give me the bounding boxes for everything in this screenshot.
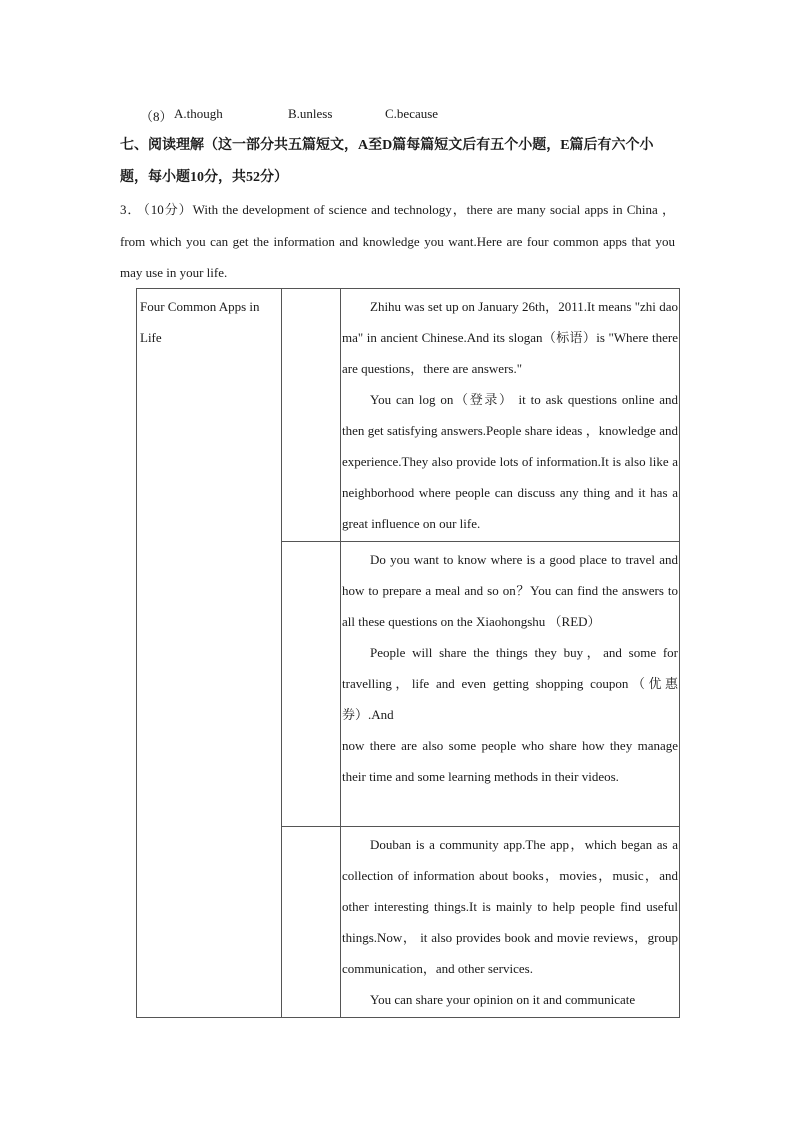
option-b: B.unless [288,106,333,121]
douban-paragraph-2: You can share your opinion on it and communicate [370,992,636,1007]
douban-paragraph-1: Douban is a community app.The app，which began as a collection of information about books，movies，music，and other interesting things.It is mainly to help people find useful things.Now， it also provides book and movie reviews，group communication，and other services. [342,837,678,976]
row3-label-cell [282,827,341,1018]
option-a: A.though [174,106,223,121]
apps-table [136,288,680,1018]
table-header: Four Common Apps in Life [140,299,260,345]
question-intro [120,194,675,289]
option-number: （8） [140,109,173,124]
row1-content-cell [341,289,680,542]
row1-label-cell [282,289,341,542]
answer-options-line [140,106,460,124]
zhihu-paragraph-1: Zhihu was set up on January 26th，2011.It means "zhi dao ma" in ancient Chinese.And its slogan（标语）is "Where there are questions，there are answers." [342,299,678,376]
option-c: C.because [385,106,439,121]
row3-content-cell [341,827,680,1018]
zhihu-paragraph-2: You can log on（登录） it to ask questions online and then get satisfying answers.People share ideas ，knowledge and experience.They also provide lots of information.It is also like a neighborhood where people can discuss any thing and it has a great influence on our life. [342,392,678,531]
row2-label-cell [282,542,341,827]
red-paragraph-continuation: now there are also some people who share how they manage their time and some learning methods in their videos. [342,738,678,784]
row2-content-cell [341,542,680,827]
red-paragraph-1: Do you want to know where is a good place to travel and how to prepare a meal and so on？You can find the answers to all these questions on the Xiaohongshu （RED） [342,552,678,629]
question-number: 3． [120,202,142,217]
question-intro-text: With the development of science and technology，there are many social apps in China ， from which you can get the information and knowledge you want.Here are four common apps that you may use in your life. [120,202,675,280]
table-header-cell [137,289,282,1018]
red-paragraph-2: People will share the things they buy，and some for travelling，life and even getting shopping coupon（优惠券）.And [342,645,678,722]
section-heading: 七、阅读理解（这一部分共五篇短文，A至D篇每篇短文后有五个小题，E篇后有六个小题，每小题10分，共52分） [120,138,654,185]
question-points: （10分） [143,202,193,217]
